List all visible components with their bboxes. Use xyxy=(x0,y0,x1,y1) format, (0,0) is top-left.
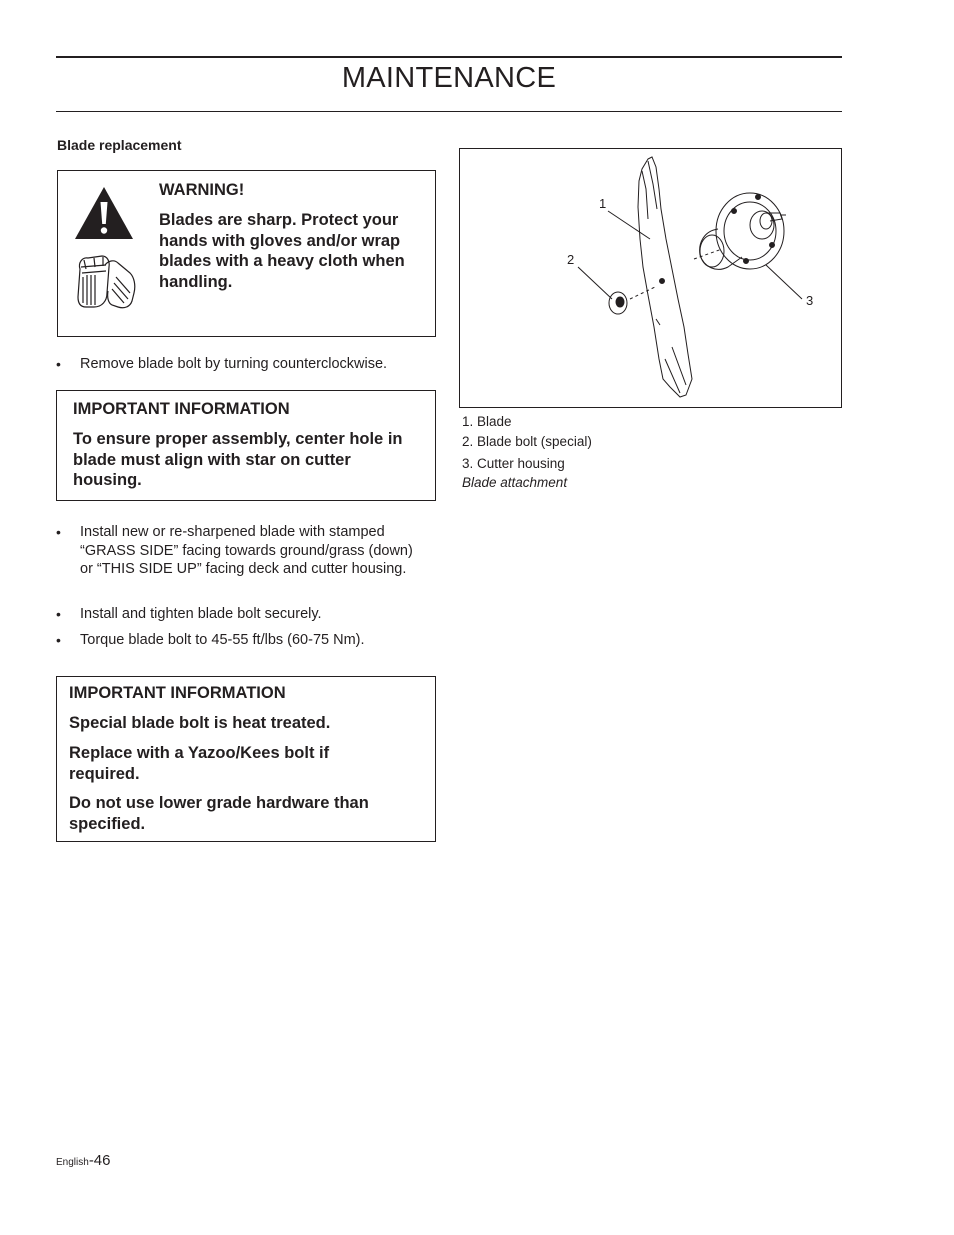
important-info-box xyxy=(56,676,436,842)
legend-item: 1. Blade xyxy=(462,414,512,429)
page-number: -46 xyxy=(88,1152,111,1169)
list-item xyxy=(56,631,436,650)
important-line: Special blade bolt is heat treated. xyxy=(69,714,331,732)
blade-attachment-figure xyxy=(459,148,842,408)
list-item-text: Install and tighten blade bolt securely. xyxy=(80,606,322,622)
callout-1: 1 xyxy=(599,196,607,211)
footer-language: English xyxy=(56,1157,89,1168)
bullet-mark: • xyxy=(56,356,61,372)
bullet-mark: • xyxy=(56,632,61,648)
warning-text: Blades are sharp. Protect your hands with gloves and/or wrap blades with a heavy cloth when handling. xyxy=(159,211,405,291)
legend-item: 3. Cutter housing xyxy=(462,456,565,471)
figure-caption: Blade attachment xyxy=(462,475,568,490)
warning-title: WARNING! xyxy=(159,181,245,199)
list-item xyxy=(56,355,436,374)
page-title: MAINTENANCE xyxy=(341,62,557,94)
gloves-icon xyxy=(72,247,142,313)
section-heading: Blade replacement xyxy=(57,137,182,153)
blade-assembly-illustration xyxy=(460,149,841,407)
list-item-text: Install new or re-sharpened blade with stamped “GRASS SIDE” facing towards ground/grass (down) or “THIS SIDE UP” facing deck and cutter housing. xyxy=(80,524,413,577)
list-item-text: Torque blade bolt to 45-55 ft/lbs (60-75 Nm). xyxy=(80,632,365,648)
important-title: IMPORTANT INFORMATION xyxy=(69,684,286,702)
list-item-text: Remove blade bolt by turning counterclockwise. xyxy=(80,356,388,372)
bullet-mark: • xyxy=(56,524,61,540)
important-title: IMPORTANT INFORMATION xyxy=(73,400,290,418)
important-info-box xyxy=(56,390,436,501)
important-line: Do not use lower grade hardware than specified. xyxy=(69,794,369,833)
header-top-rule xyxy=(56,56,842,58)
callout-3: 3 xyxy=(806,293,814,308)
legend-item: 2. Blade bolt (special) xyxy=(462,434,592,449)
warning-box xyxy=(57,170,436,337)
page-footer xyxy=(56,1152,111,1170)
blade-drawing xyxy=(638,157,692,397)
list-item xyxy=(56,523,428,579)
bullet-mark: • xyxy=(56,606,61,622)
cutter-housing-drawing xyxy=(700,193,786,269)
warning-triangle-icon xyxy=(73,185,135,241)
important-text: To ensure proper assembly, center hole in blade must align with star on cutter housing. xyxy=(73,430,403,489)
important-line: Replace with a Yazoo/Kees bolt if required. xyxy=(69,744,330,783)
list-item xyxy=(56,605,436,624)
callout-2: 2 xyxy=(567,252,575,267)
header-bottom-rule xyxy=(56,111,842,112)
